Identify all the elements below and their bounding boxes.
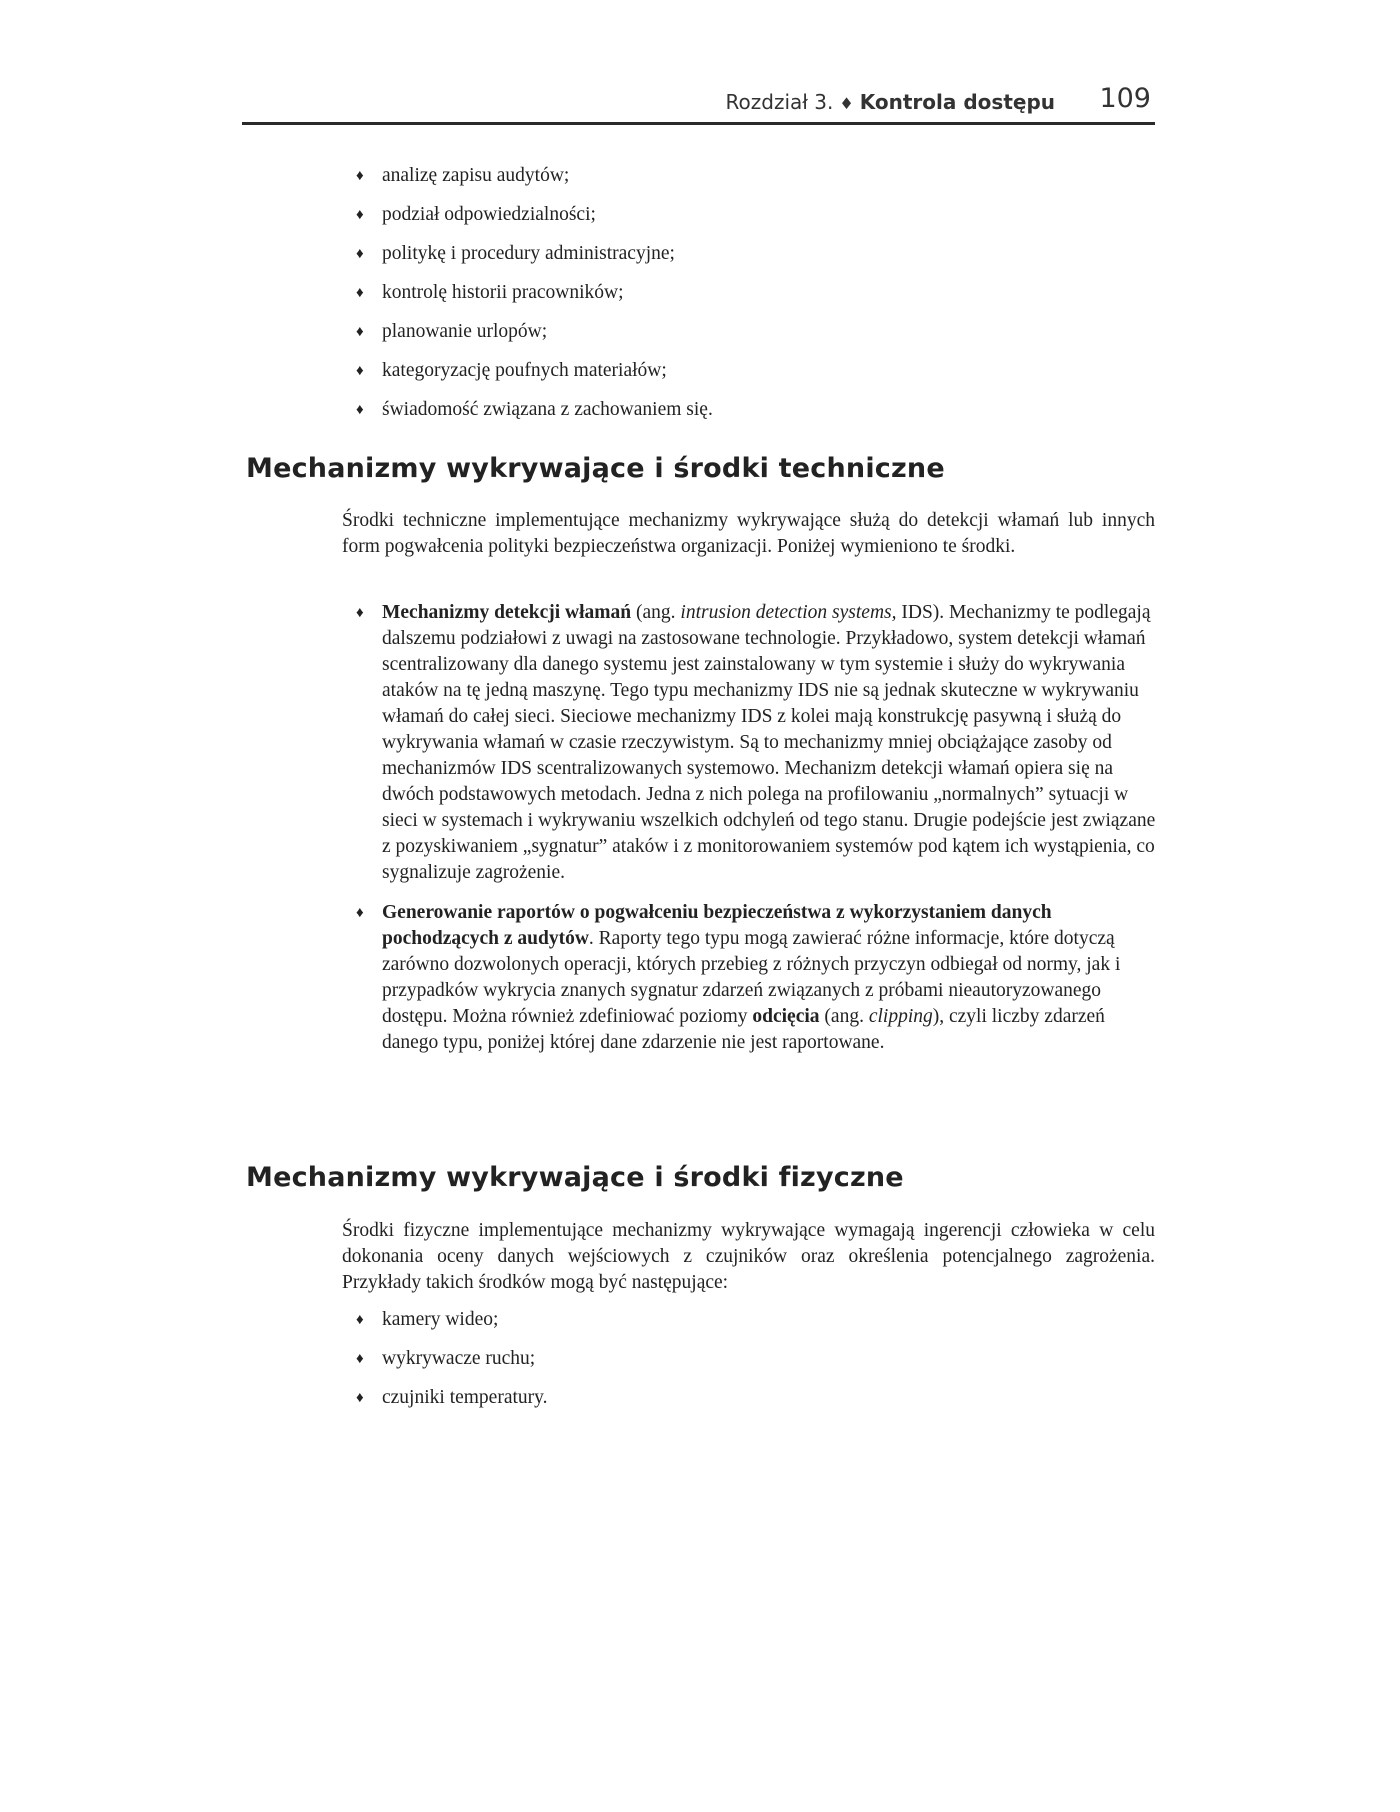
diamond-bullet-icon: ♦ (356, 363, 364, 379)
list-item (356, 241, 1156, 267)
list-item-text: kategoryzację poufnych materiałów; (382, 360, 667, 381)
diamond-bullet-icon: ♦ (356, 168, 364, 184)
section-heading-physical: Mechanizmy wykrywające i środki fizyczne (246, 1162, 904, 1193)
page-number: 109 (1099, 83, 1151, 114)
ang-prefix: (ang. (819, 1006, 869, 1027)
item-description: . Raporty tego typu mogą zawierać różne informacje, które dotyczą zarówno dozwolonych operacji, których przebieg z różnych przyczyn odbiegał od normy, jak i przypadków wykrycia znanych sygnatur zdarzeń związanych z próbami nieautoryzowanego dostępu. Można również zdefiniować poziomy (382, 928, 1121, 1027)
list-item-ids (356, 600, 1156, 886)
list-item (356, 1385, 1156, 1411)
list-item (356, 1307, 1156, 1333)
term-italic: intrusion detection systems, (680, 602, 897, 623)
list-item (356, 163, 1156, 189)
running-header-text (726, 90, 1055, 114)
chapter-label: Rozdział 3. (725, 90, 834, 114)
diamond-bullet-icon: ♦ (356, 905, 364, 921)
diamond-icon: ♦ (839, 94, 854, 113)
list-item-text: kontrolę historii pracowników; (382, 282, 624, 303)
term-bold: Mechanizmy detekcji włamań (382, 602, 632, 623)
item-description: IDS). Mechanizmy te podlegają dalszemu podziałowi z uwagi na zastosowane technologie. Przykładowo, system detekcji włamań scentralizowany dla danego systemu jest zainstalowany w tym systemie i służy do wykrywania ataków na tę jedną maszynę. Tego typu mechanizmy IDS nie są jednak skuteczne w wykrywaniu włamań do całej sieci. Sieciowe mechanizmy IDS z kolei mają konstrukcję pasywną i służą do wykrywania włamań w czasie rzeczywistym. Są to mechanizmy mniej obciążające zasoby od mechanizmów IDS scentralizowanych systemowo. Mechanizm detekcji włamań opiera się na dwóch podstawowych metodach. Jedna z nich polega na profilowaniu „normalnych” sytuacji w sieci w systemach i wykrywaniu wszelkich odchyleń od tego stanu. Drugie podejście jest związane z pozyskiwaniem „sygnatur” ataków i z monitorowaniem systemów pod kątem ich wystąpienia, co sygnalizuje zagrożenie. (382, 602, 1156, 883)
diamond-bullet-icon: ♦ (356, 246, 364, 262)
running-header (242, 80, 1155, 125)
diamond-bullet-icon: ♦ (356, 605, 364, 621)
list-item-audit-reports (356, 900, 1156, 1056)
section-intro-physical: Środki fizyczne implementujące mechanizmy wykrywające wymagają ingerencji człowieka w celu dokonania oceny danych wejściowych z czujników oraz określenia potencjalnego zagrożenia. Przykłady takich środków mogą być następujące: (342, 1220, 1155, 1293)
list-item-text: wykrywacze ruchu; (382, 1348, 536, 1369)
diamond-bullet-icon: ♦ (356, 1312, 364, 1328)
diamond-bullet-icon: ♦ (356, 402, 364, 418)
list-item-text: podział odpowiedzialności; (382, 204, 596, 225)
list-item (356, 319, 1156, 345)
list-item-text: świadomość związana z zachowaniem się. (382, 399, 713, 420)
list-item (356, 280, 1156, 306)
list-item-text: czujniki temperatury. (382, 1387, 548, 1408)
diamond-bullet-icon: ♦ (356, 285, 364, 301)
section-heading-technical: Mechanizmy wykrywające i środki techniczne (246, 453, 945, 484)
list-item-text: analizę zapisu audytów; (382, 165, 570, 186)
diamond-bullet-icon: ♦ (356, 324, 364, 340)
list-item (356, 358, 1156, 384)
term-bold: Generowanie raportów o pogwałceniu bezpieczeństwa z wykorzystaniem danych pochodzących z audytów (382, 902, 1052, 949)
ang-prefix: (ang. (631, 602, 681, 623)
diamond-bullet-icon: ♦ (356, 1390, 364, 1406)
list-item (356, 1346, 1156, 1372)
item-description-end: ), czyli liczby zdarzeń danego typu, poniżej której dane zdarzenie nie jest raportowane. (382, 1006, 1105, 1053)
list-item (356, 397, 1156, 423)
diamond-bullet-icon: ♦ (356, 207, 364, 223)
control-list (356, 163, 1156, 436)
chapter-title: Kontrola dostępu (859, 90, 1055, 114)
list-item-text: kamery wideo; (382, 1309, 499, 1330)
physical-measures-list (356, 1307, 1156, 1424)
diamond-bullet-icon: ♦ (356, 1351, 364, 1367)
list-item-text: politykę i procedury administracyjne; (382, 243, 675, 264)
section-intro-technical: Środki techniczne implementujące mechanizmy wykrywające służą do detekcji włamań lub innych form pogwałcenia polityki bezpieczeństwa organizacji. Poniżej wymieniono te środki. (342, 510, 1155, 557)
list-item (356, 202, 1156, 228)
technical-measures-list (356, 600, 1156, 1070)
term-bold-clipping: odcięcia (752, 1006, 820, 1027)
list-item-text: planowanie urlopów; (382, 321, 548, 342)
term-italic: clipping (868, 1006, 933, 1027)
